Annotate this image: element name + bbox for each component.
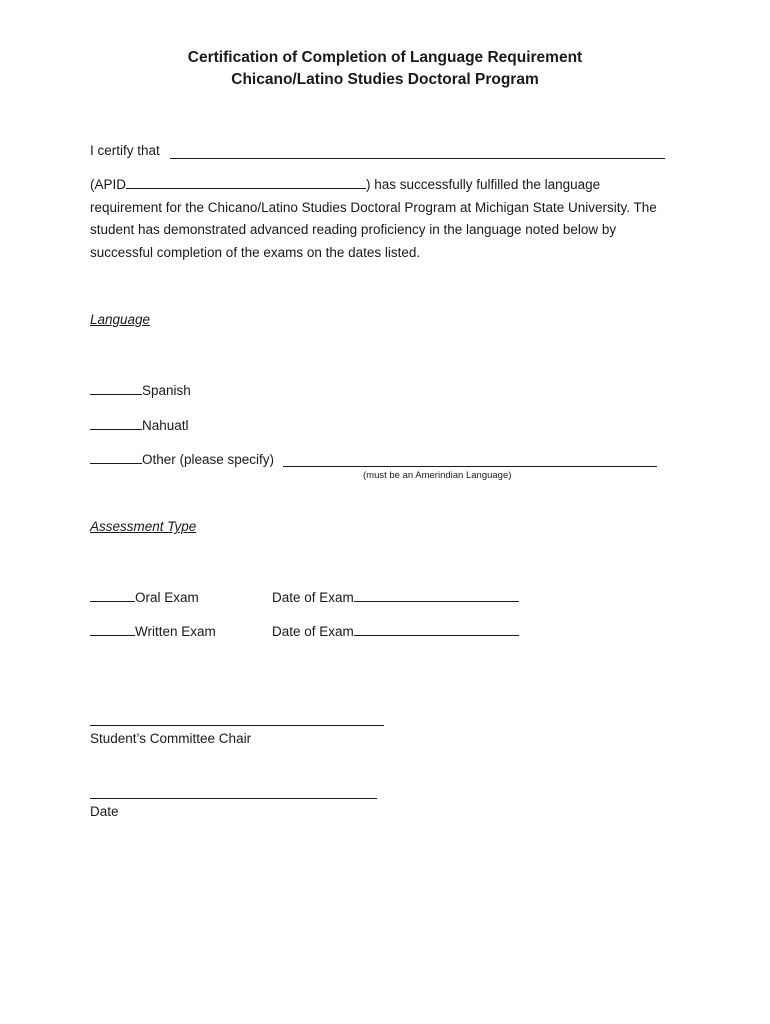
assessment-option-oral[interactable] [90, 589, 199, 605]
certification-statement [90, 174, 690, 264]
written-date-field[interactable] [354, 623, 519, 636]
assessment-heading: Assessment Type [90, 519, 197, 534]
signature-date-field[interactable] [90, 798, 377, 799]
written-date-row [272, 623, 519, 639]
chair-signature-field[interactable] [90, 725, 384, 726]
written-exam-label: Written Exam [135, 624, 216, 639]
student-name-field[interactable] [170, 158, 665, 159]
oral-exam-label: Oral Exam [135, 590, 199, 605]
statement-line-3: student has demonstrated advanced reading proficiency in the language noted below by [90, 222, 617, 237]
certify-label: I certify that [90, 143, 160, 158]
chair-signature-label: Student’s Committee Chair [90, 731, 252, 746]
oral-date-row [272, 589, 519, 605]
amerindian-note: (must be an Amerindian Language) [363, 470, 512, 481]
document-subtitle: Chicano/Latino Studies Doctoral Program [231, 71, 539, 88]
signature-date-label: Date [90, 804, 119, 819]
other-checkbox-line[interactable] [90, 451, 142, 464]
apid-open-text: (APID [90, 177, 127, 192]
written-date-label: Date of Exam [272, 624, 354, 639]
oral-date-label: Date of Exam [272, 590, 354, 605]
written-checkbox-line[interactable] [90, 623, 135, 636]
statement-line-4: successful completion of the exams on the dates listed. [90, 244, 421, 260]
language-option-spanish[interactable] [90, 382, 191, 398]
oral-date-field[interactable] [354, 589, 519, 602]
apid-field[interactable] [126, 176, 366, 189]
spanish-checkbox-line[interactable] [90, 382, 142, 395]
document-title: Certification of Completion of Language Requirement [187, 49, 583, 66]
language-option-other[interactable] [90, 451, 274, 467]
assessment-option-written[interactable] [90, 623, 216, 639]
statement-line-2: requirement for the Chicano/Latino Studies Doctoral Program at Michigan State University. The [90, 199, 657, 215]
nahuatl-checkbox-line[interactable] [90, 417, 142, 430]
apid-close-text: ) has successfully fulfilled the language [366, 177, 601, 192]
spanish-label: Spanish [142, 383, 191, 398]
nahuatl-label: Nahuatl [142, 418, 189, 433]
other-label: Other (please specify) [142, 452, 275, 467]
language-heading: Language [90, 312, 151, 327]
oral-checkbox-line[interactable] [90, 589, 135, 602]
language-option-nahuatl[interactable] [90, 417, 189, 433]
other-language-field[interactable] [283, 466, 657, 467]
